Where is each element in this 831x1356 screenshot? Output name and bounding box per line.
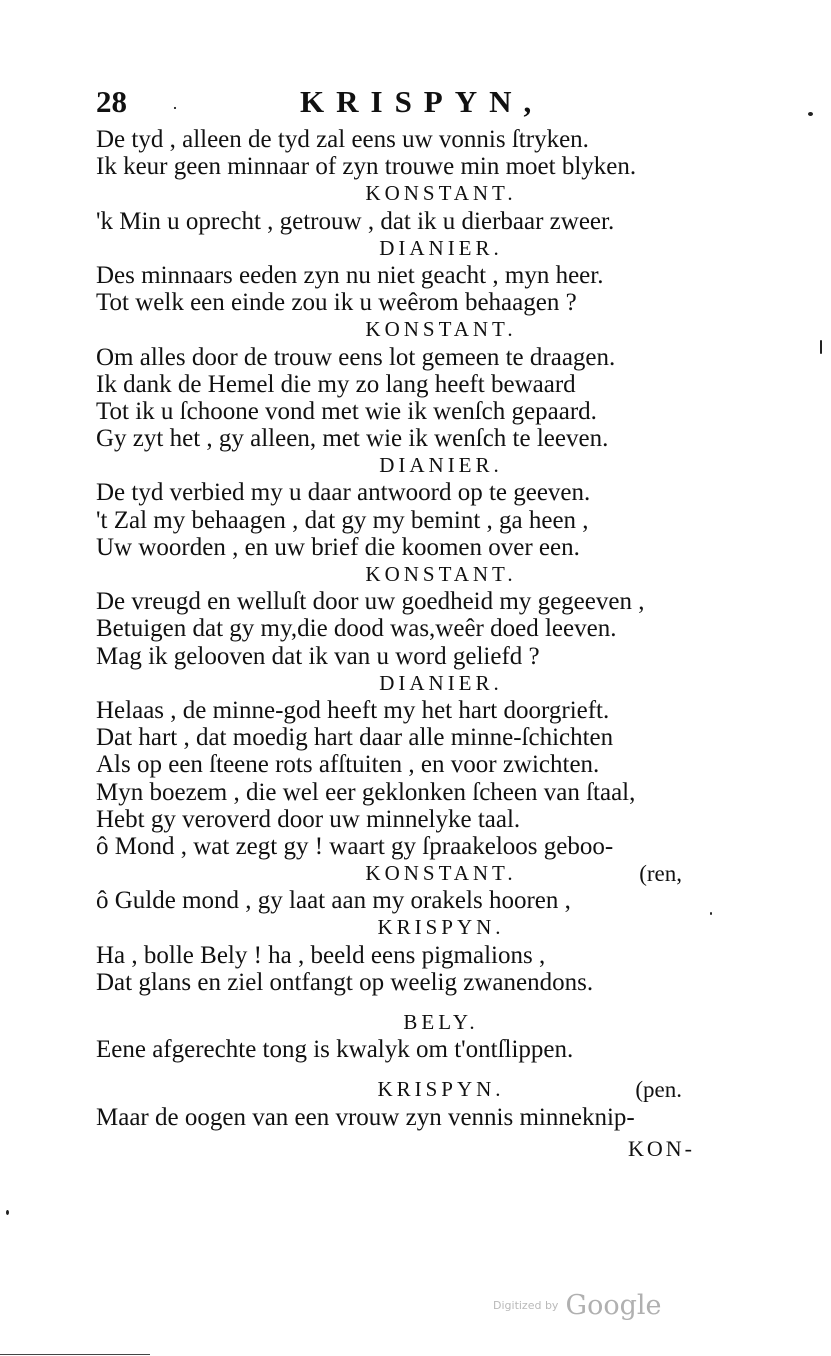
verse-line: Tot welk een einde zou ik u weêrom behaagen ? [96, 289, 577, 317]
speaker-name: DIANIER. [379, 670, 503, 695]
speaker-name: KRISPYN. [377, 915, 505, 940]
verse-line: Dat hart , dat moedig hart daar alle minne-ſchichten [96, 724, 614, 752]
speaker-name: BELY. [403, 1010, 479, 1034]
speaker-name: KONSTANT. [365, 181, 517, 206]
verse-line: Betuigen dat gy my,die dood was,weêr doed leeven. [96, 615, 617, 643]
verse-line: Ha , bolle Bely ! ha , beeld eens pigmalions , [96, 941, 546, 969]
verse-line: De tyd , alleen de tyd zal eens uw vonnis ſtryken. [96, 126, 589, 153]
speaker-heading [96, 670, 786, 697]
header-ornament: · [172, 98, 178, 118]
margin-speck [808, 112, 813, 116]
speaker-heading [96, 316, 786, 343]
verse-line: Maar de oogen van een vrouw zyn vennis minneknip- [96, 1103, 635, 1131]
page-header [96, 84, 736, 128]
verse-line: Dat glans en ziel ontfangt op weelig zwanendons. [96, 968, 594, 996]
verse-line: ô Gulde mond , gy laat aan my orakels hooren , [96, 887, 571, 915]
speaker-name: KONSTANT. [365, 861, 517, 886]
speaker-heading [96, 235, 786, 262]
running-head: KRISPYN, [300, 84, 544, 119]
verse-line: Om alles door de trouw eens lot gemeen te draagen. [96, 343, 616, 371]
turnover-fragment: (pen. [635, 1077, 682, 1103]
verse-line: ô Mond , wat zegt gy ! waart gy ſpraakeloos geboo- [96, 832, 614, 860]
speaker-heading [96, 561, 786, 588]
speaker-name: DIANIER. [379, 453, 503, 478]
bottom-edge-line [0, 1354, 150, 1355]
verse-line: Eene afgerechte tong is kwalyk om t'ontſlippen. [96, 1036, 574, 1064]
speaker-heading [96, 452, 786, 479]
verse-text-block [96, 126, 786, 1131]
verse-line: Ik keur geen minnaar of zyn trouwe min moet blyken. [96, 153, 637, 181]
page-number: 28 [96, 84, 127, 119]
verse-line: Uw woorden , en uw brief die koomen over een. [96, 533, 580, 561]
verse-line: Als op een ſteene rots afſtuiten , en voor zwichten. [96, 751, 600, 779]
speaker-name: KRISPYN. [377, 1077, 505, 1102]
catchword: KON- [628, 1136, 695, 1161]
stanza-gap [96, 1063, 786, 1076]
stanza-gap [96, 996, 786, 1009]
verse-line: 'k Min u oprecht , getrouw , dat ik u dierbaar zweer. [96, 207, 615, 235]
speaker-name: KONSTANT. [365, 317, 517, 342]
verse-line: Ik dank de Hemel die my zo lang heeft bewaard [96, 370, 576, 398]
google-logo: Google [565, 1290, 662, 1321]
verse-line: Tot ik u ſchoone vond met wie ik wenſch gepaard. [96, 397, 597, 425]
verse-line: Mag ik gelooven dat ik van u word geliefd ? [96, 642, 540, 670]
verse-line: Hebt gy veroverd door uw minnelyke taal. [96, 805, 521, 833]
turnover-fragment: (ren, [639, 861, 682, 887]
digitized-watermark [493, 1290, 662, 1321]
margin-speck [820, 340, 822, 354]
verse-line: Gy zyt het , gy alleen, met wie ik wenſch te leeven. [96, 425, 609, 453]
margin-speck [710, 912, 712, 915]
watermark-prefix: Digitized by [493, 1299, 559, 1312]
verse-line: Myn boezem , die wel eer geklonken ſcheen van ſtaal, [96, 778, 636, 806]
speaker-heading [96, 860, 786, 887]
speaker-heading [96, 180, 786, 207]
speaker-heading [96, 1009, 786, 1036]
verse-line: Helaas , de minne-god heeft my het hart doorgrieft. [96, 696, 610, 724]
verse-line: De tyd verbied my u daar antwoord op te geeven. [96, 479, 591, 507]
margin-speck [6, 1210, 9, 1215]
speaker-name: DIANIER. [379, 235, 503, 260]
speaker-name: KONSTANT. [365, 562, 517, 586]
speaker-heading [96, 1076, 786, 1103]
verse-line: 't Zal my behaagen , dat gy my bemint , ga heen , [96, 506, 589, 534]
speaker-heading [96, 914, 786, 941]
verse-line: De vreugd en welluſt door uw goedheid my gegeeven , [96, 588, 645, 616]
verse-line: Des minnaars eeden zyn nu niet geacht , myn heer. [96, 261, 604, 289]
